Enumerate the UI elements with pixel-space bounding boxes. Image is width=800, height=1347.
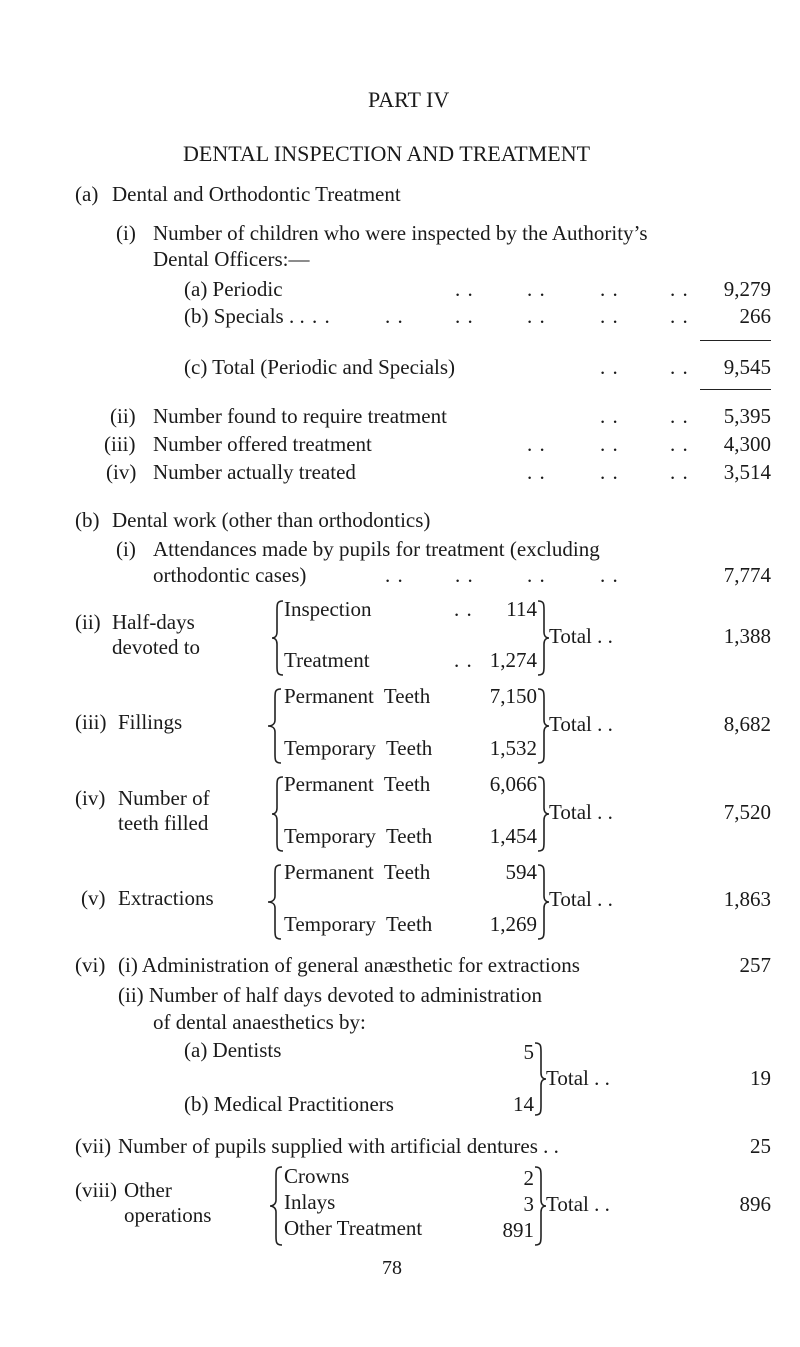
a-iv-label: (iv)	[106, 460, 137, 484]
dot-leader: . .	[527, 563, 546, 587]
a-ii-label: (ii)	[110, 404, 136, 428]
iii-permanent-value: 7,150	[489, 684, 537, 708]
dot-leader: . .	[527, 432, 546, 456]
section-a-label: (a)	[75, 182, 99, 206]
ii-treatment-value: 1,274	[489, 648, 537, 672]
dot-leader: . .	[670, 277, 689, 301]
dentists-value: 5	[523, 1040, 534, 1064]
part-title: PART IV	[368, 87, 450, 112]
total-periodic-specials-label: (c) Total (Periodic and Specials)	[184, 355, 456, 379]
section-b-heading: Dental work (other than orthodontics)	[112, 508, 431, 532]
dot-leader: . .	[312, 304, 331, 328]
b-vi-value: 257	[739, 953, 771, 977]
v-total-label: Total . .	[549, 887, 613, 911]
b-viii-text-line1: Other	[124, 1178, 172, 1202]
b-vi-ii-text-line1: (ii) Number of half days devoted to administration	[118, 983, 542, 1007]
vi-total-label: Total . .	[546, 1066, 610, 1090]
b-iii-label: (iii)	[75, 710, 107, 734]
dot-leader: . .	[600, 460, 619, 484]
v-permanent-label: Permanent Teeth	[284, 860, 431, 884]
iii-total-label: Total . .	[549, 712, 613, 736]
specials-value: 266	[739, 304, 771, 328]
dot-leader: . .	[600, 563, 619, 587]
ii-treatment-label: Treatment	[284, 648, 370, 672]
b-vii-text: Number of pupils supplied with artificial dentures . .	[118, 1134, 559, 1158]
section-title: DENTAL INSPECTION AND TREATMENT	[183, 141, 591, 166]
dot-leader: . .	[600, 277, 619, 301]
b-i-value: 7,774	[723, 563, 771, 587]
left-brace	[268, 688, 282, 764]
b-vi-text: (i) Administration of general anæsthetic for extractions	[118, 953, 580, 977]
dot-leader: . .	[385, 304, 404, 328]
dot-leader: . .	[670, 355, 689, 379]
b-vi-ii-text-line2: of dental anaesthetics by:	[153, 1010, 366, 1034]
iii-temporary-label: Temporary Teeth	[284, 736, 433, 760]
b-vii-label: (vii)	[75, 1134, 112, 1158]
b-vii-value: 25	[750, 1134, 771, 1158]
inlays-label: Inlays	[284, 1190, 336, 1214]
iv-permanent-label: Permanent Teeth	[284, 772, 431, 796]
section-a-heading: Dental and Orthodontic Treatment	[112, 182, 401, 206]
right-brace	[534, 1166, 546, 1246]
iv-total-value: 7,520	[723, 800, 771, 824]
iv-total-label: Total . .	[549, 800, 613, 824]
right-brace	[534, 1042, 546, 1116]
dot-leader: . .	[600, 432, 619, 456]
iii-permanent-label: Permanent Teeth	[284, 684, 431, 708]
viii-total-value: 896	[739, 1192, 771, 1216]
a-ii-text: Number found to require treatment	[153, 404, 447, 428]
b-i-text-line1: Attendances made by pupils for treatment (excluding	[153, 537, 600, 561]
v-temporary-value: 1,269	[489, 912, 537, 936]
page-number: 78	[382, 1257, 402, 1279]
ii-inspection-label: Inspection	[284, 597, 372, 621]
a-ii-value: 5,395	[723, 404, 771, 428]
dot-leader: . .	[600, 404, 619, 428]
a-iii-value: 4,300	[723, 432, 771, 456]
a-i-text-line2: Dental Officers:—	[153, 247, 310, 271]
medical-practitioners-label: (b) Medical Practitioners	[184, 1092, 394, 1116]
total-periodic-specials-value: 9,545	[723, 355, 771, 379]
b-i-text-line2: orthodontic cases)	[153, 563, 307, 587]
v-total-value: 1,863	[723, 887, 771, 911]
dot-leader: . .	[455, 304, 474, 328]
iv-temporary-value: 1,454	[489, 824, 537, 848]
dot-leader: . .	[600, 304, 619, 328]
dot-leader: . .	[385, 563, 404, 587]
right-brace	[537, 776, 549, 852]
a-iii-label: (iii)	[104, 432, 136, 456]
b-iv-label: (iv)	[75, 786, 106, 810]
b-v-label: (v)	[81, 886, 106, 910]
b-viii-text-line2: operations	[124, 1203, 212, 1227]
dot-leader: . .	[527, 277, 546, 301]
dot-leader: . .	[600, 355, 619, 379]
dot-leader: . .	[670, 432, 689, 456]
other-treatment-value: 891	[502, 1218, 534, 1242]
vi-total-value: 19	[750, 1066, 771, 1090]
ii-inspection-value: 114	[506, 597, 537, 621]
specials-label: (b) Specials . .	[184, 304, 305, 328]
dot-leader: . .	[670, 460, 689, 484]
dot-leader: . .	[527, 460, 546, 484]
b-ii-text-line2: devoted to	[112, 635, 201, 659]
iv-temporary-label: Temporary Teeth	[284, 824, 433, 848]
crowns-label: Crowns	[284, 1164, 350, 1188]
dentists-label: (a) Dentists	[184, 1038, 282, 1062]
left-brace	[270, 1166, 283, 1246]
dot-leader: . .	[454, 597, 473, 621]
b-viii-label: (viii)	[75, 1178, 117, 1202]
left-brace	[272, 600, 284, 676]
subtotal-rule	[700, 340, 771, 341]
ii-total-value: 1,388	[723, 624, 771, 648]
iv-permanent-value: 6,066	[489, 772, 537, 796]
b-iv-text-line1: Number of	[118, 786, 210, 810]
dot-leader: . .	[455, 277, 474, 301]
total-rule	[700, 389, 771, 390]
dot-leader: . .	[670, 404, 689, 428]
section-b-label: (b)	[75, 508, 100, 532]
b-iv-text-line2: teeth filled	[118, 811, 209, 835]
a-iv-text: Number actually treated	[153, 460, 356, 484]
right-brace	[537, 600, 549, 676]
b-ii-label: (ii)	[75, 610, 101, 634]
b-vi-label: (vi)	[75, 953, 106, 977]
b-ii-text-line1: Half-days	[112, 610, 195, 634]
v-temporary-label: Temporary Teeth	[284, 912, 433, 936]
right-brace	[537, 864, 549, 940]
iii-total-value: 8,682	[723, 712, 771, 736]
left-brace	[272, 776, 284, 852]
a-iii-text: Number offered treatment	[153, 432, 372, 456]
periodic-value: 9,279	[723, 277, 771, 301]
periodic-label: (a) Periodic	[184, 277, 283, 301]
inlays-value: 3	[523, 1192, 534, 1216]
ii-total-label: Total . .	[549, 624, 613, 648]
dot-leader: . .	[454, 648, 473, 672]
b-i-label: (i)	[116, 537, 136, 561]
a-iv-value: 3,514	[723, 460, 771, 484]
right-brace	[537, 688, 549, 764]
medical-practitioners-value: 14	[513, 1092, 534, 1116]
crowns-value: 2	[523, 1166, 534, 1190]
a-i-label: (i)	[116, 221, 136, 245]
viii-total-label: Total . .	[546, 1192, 610, 1216]
left-brace	[268, 864, 282, 940]
b-v-text: Extractions	[118, 886, 214, 910]
other-treatment-label: Other Treatment	[284, 1216, 423, 1240]
iii-temporary-value: 1,532	[489, 736, 537, 760]
dot-leader: . .	[455, 563, 474, 587]
dot-leader: . .	[670, 304, 689, 328]
b-iii-text: Fillings	[118, 710, 183, 734]
dot-leader: . .	[527, 304, 546, 328]
v-permanent-value: 594	[505, 860, 537, 884]
a-i-text-line1: Number of children who were inspected by the Authority’s	[153, 221, 648, 245]
